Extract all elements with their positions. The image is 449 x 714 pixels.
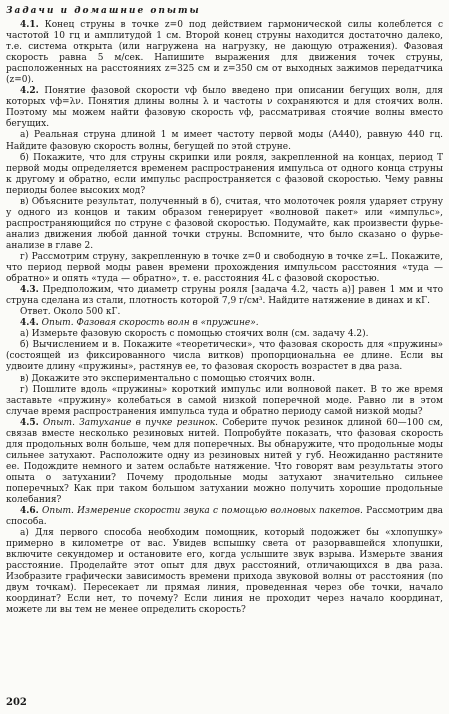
paragraph-text: а) Реальная струна длиной 1 м имеет частоту первой моды (A440), равную 440 гц. Найдите фазовую скорость волны, бегущей по этой струне. bbox=[6, 130, 443, 152]
paragraph-text: б) Вычислением и в. Покажите «теоретически», что фазовая скорость для «пружины» (состоящей из фиксированного числа витков) пропорциональна ее длине. Если вы удвоите длину «пружины», растянув ее, то фазовая скорость возрастет в два раза. bbox=[6, 340, 443, 373]
paragraph-text: в) Объясните результат, полученный в б), считая, что молоточек рояля ударяет струну у одного из концов и таким образом генерирует «волновой пакет» или «импульс», распространяющийся по струне с фазовой скоростью. Подумайте, как произвести фурье-анализ движения любой данной точки струны. Вспомните, что было сказано о фурье-анализе в главе 2. bbox=[6, 196, 443, 251]
paragraph-4-2a bbox=[6, 130, 443, 152]
paragraph-text: Ответ. Около 500 кГ. bbox=[20, 307, 121, 318]
experiment-title: Опыт. Затухание в пучке резинок. bbox=[38, 417, 218, 428]
paragraph-4-4 bbox=[6, 318, 443, 329]
paragraph-4-2d bbox=[6, 252, 443, 285]
paragraph-4-6 bbox=[6, 506, 443, 528]
paragraph-text: Рассмотрим два способа. bbox=[6, 506, 444, 528]
page-number: 202 bbox=[6, 697, 27, 708]
paragraph-4-6a bbox=[6, 528, 443, 616]
answer-4-3 bbox=[6, 307, 443, 318]
body-text bbox=[6, 20, 443, 617]
paragraph-text: Предположим, что диаметр струны рояля [задача 4.2, часть а)] равен 1 мм и что струна сделана из стали, плотность которой 7,9 г/см³. Найдите натяжение в динах и кГ. bbox=[6, 285, 443, 307]
paragraph-4-4c bbox=[6, 374, 443, 385]
paragraph-text: Конец струны в точке z=0 под действием гармонической силы колеблется с частотой 10 гц и амплитудой 1 см. Второй конец струны находится достаточно далеко, т.е. система открыта (или нагружена на нагрузку, не дающую отражения). Фазовая скорость равна 5 м/сек. Напишите выражения для движения точек струны, расположенных на расстояниях z=325 см и z=350 см от выходных зажимов передатчика (z=0). bbox=[6, 20, 443, 86]
paragraph-text: а) Измерьте фазовую скорость с помощью стоячих волн (см. задачу 4.2). bbox=[20, 329, 369, 340]
paragraph-text: Понятие фазовой скорости vф было введено при описании бегущих волн, для которых vф=λν. Понятия длины волны λ и частоты ν сохраняются и для стоячих волн. Поэтому мы можем найти фазовую скорость vф, рассматривая стоячие волны вместо бегущих. bbox=[6, 86, 443, 130]
paragraph-text: г) Рассмотрим струну, закрепленную в точке z=0 и свободную в точке z=L. Покажите, что период первой моды равен времени прохождения импульсом расстояния «туда — обратно» и опять «туда — обратно», т. е. расстояния 4L с фазовой скоростью. bbox=[6, 251, 443, 285]
paragraph-text: г) Пошлите вдоль «пружины» короткий импульс или волновой пакет. В то же время заставьте «пружину» колебаться в самой низкой поперечной моде. Равно ли в этом случае время распространения импульса туда и обратно периоду самой низкой моды? bbox=[6, 384, 443, 417]
paragraph-4-1 bbox=[6, 20, 443, 86]
paragraph-4-4d bbox=[6, 385, 443, 418]
paragraph-text: Соберите пучок резинок длиной 60—100 см, связав вместе несколько резиновых нитей. Попробуйте показать, что фазовая скорость для продольных волн больше, чем для поперечных. Вы обнаружите, что продольные моды сильнее затухают. Расположите одну из резиновых нитей у губ. Неожиданно растяните ее. Подождите немного и затем ослабьте натяжение. Что говорят вам результаты этого опыта о затухании? Почему продольные моды затухают значительно сильнее поперечных? Как при таком большом затухании можно получить хорошие продольные колебания? bbox=[6, 417, 443, 506]
problem-number: 4.3. bbox=[20, 285, 39, 296]
paragraph-text: а) Для первого способа необходим помощник, который подожжет бы «хлопушку» примерно в километре от вас. Увидев вспышку света от разорвавшейся хлопушки, включите секундомер и остановите его, когда услышите звук взрыва. Измерьте звания расстояние. Проделайте этот опыт для двух расстояний, отличающихся в два раза. Изобразите графически зависимость времени прихода звуковой волны от расстояния (по двум точкам). Пересекает ли прямая линия, проведенная через обе точки, начало координат? Если нет, то почему? Если линия не проходит через начало координат, можете ли вы тем не менее определить скорость? bbox=[6, 528, 443, 616]
paragraph-4-3 bbox=[6, 285, 443, 307]
problem-number: 4.4. bbox=[20, 318, 39, 329]
problem-number: 4.6. bbox=[20, 506, 39, 517]
paragraph-4-5 bbox=[6, 418, 443, 506]
running-header: Задачи и домашние опыты bbox=[6, 6, 201, 16]
problem-number: 4.5. bbox=[20, 417, 39, 428]
paragraph-4-4b bbox=[6, 340, 443, 373]
problem-number: 4.2. bbox=[20, 86, 39, 97]
paragraph-4-2b bbox=[6, 153, 443, 197]
paragraph-text: б) Покажите, что для струны скрипки или рояля, закрепленной на концах, период T первой моды определяется временем распространения импульса от одного конца струны к другому и обратно, если импульс распространяется с фазовой скоростью. Чему равны периоды более высоких мод? bbox=[6, 152, 443, 196]
paragraph-4-2c bbox=[6, 197, 443, 252]
experiment-title: Опыт. Измерение скорости звука с помощью волновых пакетов. bbox=[38, 506, 363, 517]
paragraph-4-2 bbox=[6, 86, 443, 130]
experiment-title: Опыт. Фазовая скорость волн в «пружине». bbox=[38, 318, 259, 329]
problem-number: 4.1. bbox=[20, 20, 39, 30]
paragraph-text: в) Докажите это экспериментально с помощью стоячих волн. bbox=[20, 373, 316, 384]
paragraph-4-4a bbox=[6, 329, 443, 340]
